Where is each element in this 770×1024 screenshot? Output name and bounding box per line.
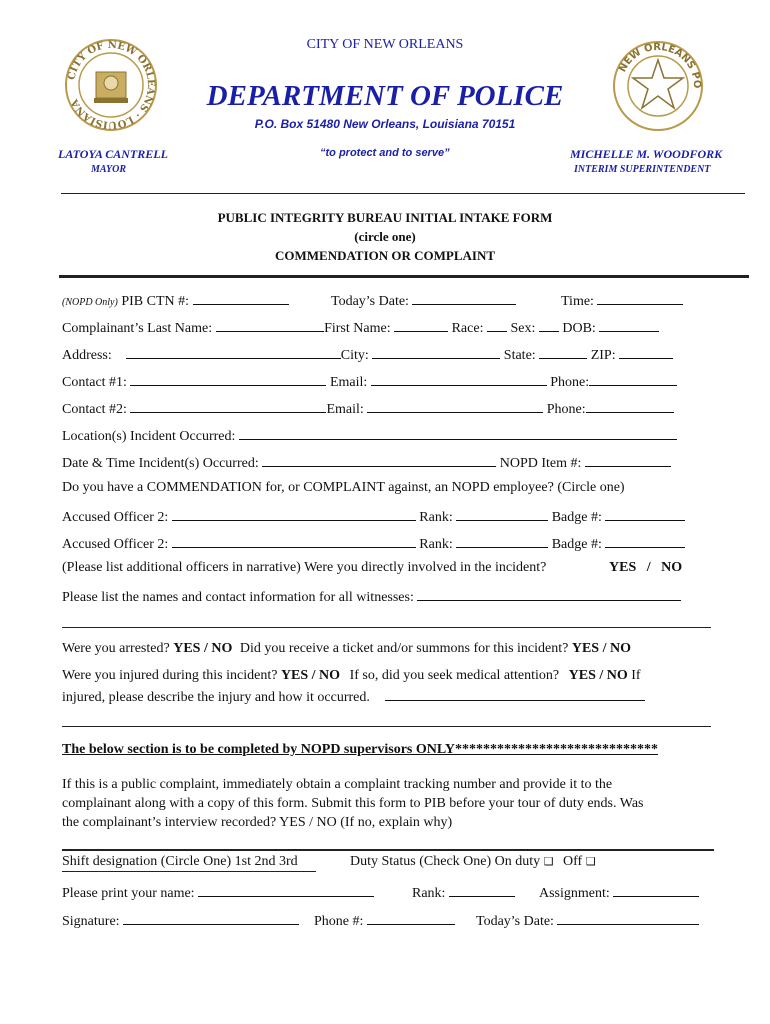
supervisor-rank-field[interactable] bbox=[449, 883, 515, 897]
superintendent-title: INTERIM SUPERINTENDENT bbox=[574, 164, 711, 175]
signature-row bbox=[62, 911, 299, 930]
rank2-field[interactable] bbox=[456, 534, 548, 548]
shift-underline bbox=[62, 871, 316, 872]
accused1-row bbox=[62, 507, 685, 526]
accused2-row bbox=[62, 534, 685, 553]
header-divider bbox=[61, 193, 745, 194]
commendation-question: Do you have a COMMENDATION for, or COMPLAINT against, an NOPD employee? (Circle one) bbox=[62, 480, 625, 495]
supervisor-date-label: Today’s Date: bbox=[476, 914, 554, 929]
phone2-field[interactable] bbox=[586, 399, 674, 413]
department-address: P.O. Box 51480 New Orleans, Louisiana 70151 bbox=[254, 117, 516, 131]
supervisor-divider bbox=[62, 849, 714, 851]
mayor-name: LATOYA CANTRELL bbox=[58, 147, 168, 161]
off-duty-checkbox[interactable]: ❑ bbox=[585, 856, 596, 868]
race-label: Race: bbox=[451, 321, 484, 336]
arrested-row bbox=[62, 641, 631, 657]
medical-question: If so, did you seek medical attention? bbox=[349, 668, 560, 683]
shift-designation[interactable]: Shift designation (Circle One) 1st 2nd 3rd bbox=[62, 854, 298, 869]
location-field[interactable] bbox=[239, 426, 677, 440]
form-title: PUBLIC INTEGRITY BUREAU INITIAL INTAKE FORM bbox=[217, 210, 553, 225]
assignment-label: Assignment: bbox=[539, 886, 610, 901]
address-label: Address: bbox=[62, 348, 112, 363]
witnesses-row bbox=[62, 587, 681, 606]
time-field[interactable] bbox=[597, 291, 683, 305]
contact2-label: Contact #2: bbox=[62, 402, 127, 417]
on-duty-checkbox[interactable]: ❑ bbox=[543, 856, 554, 868]
email2-label: Email: bbox=[326, 402, 364, 417]
first-name-label: First Name: bbox=[324, 321, 391, 336]
arrested-yes-no[interactable]: YES / NO bbox=[173, 641, 233, 656]
phone1-field[interactable] bbox=[589, 372, 677, 386]
accused1-field[interactable] bbox=[172, 507, 416, 521]
city-name: CITY OF NEW ORLEANS bbox=[306, 37, 464, 52]
state-label: State: bbox=[503, 348, 536, 363]
race-field[interactable] bbox=[487, 318, 507, 332]
dob-label: DOB: bbox=[562, 321, 596, 336]
rank1-label: Rank: bbox=[419, 510, 453, 525]
name-row bbox=[62, 318, 659, 337]
form-choice: COMMENDATION OR COMPLAINT bbox=[274, 248, 496, 263]
accused2-field[interactable] bbox=[172, 534, 416, 548]
city-seal bbox=[64, 38, 158, 132]
email1-field[interactable] bbox=[371, 372, 547, 386]
last-name-field[interactable] bbox=[216, 318, 324, 332]
supervisor-rank-label: Rank: bbox=[412, 886, 446, 901]
accused2-label: Accused Officer 2: bbox=[62, 537, 169, 552]
medical-yes-no[interactable]: YES / NO bbox=[568, 668, 628, 683]
signature-label: Signature: bbox=[62, 914, 120, 929]
location-row bbox=[62, 426, 677, 445]
address-row bbox=[62, 345, 673, 364]
rank2-label: Rank: bbox=[419, 537, 453, 552]
injury-line-2[interactable] bbox=[62, 726, 711, 727]
injured-question: Were you injured during this incident? bbox=[62, 668, 278, 683]
sex-label: Sex: bbox=[510, 321, 536, 336]
svg-text:NEW ORLEANS POLICE: NEW ORLEANS PO bbox=[617, 41, 703, 89]
first-name-field[interactable] bbox=[394, 318, 448, 332]
rank1-field[interactable] bbox=[456, 507, 548, 521]
location-label: Location(s) Incident Occurred: bbox=[62, 429, 236, 444]
contact1-row bbox=[62, 372, 677, 391]
print-name-label: Please print your name: bbox=[62, 886, 195, 901]
time-label: Time: bbox=[561, 294, 594, 309]
zip-label: ZIP: bbox=[590, 348, 616, 363]
pib-row bbox=[62, 291, 289, 310]
witnesses-label: Please list the names and contact information for all witnesses: bbox=[62, 590, 414, 605]
department-title: DEPARTMENT OF POLICE bbox=[206, 80, 564, 112]
witnesses-field[interactable] bbox=[417, 587, 681, 601]
svg-text:CITY OF NEW ORLEANS · LOUISIAN: CITY OF NEW ORLEANS · LOUISIANA bbox=[66, 39, 157, 131]
supervisor-phone-label: Phone #: bbox=[314, 914, 364, 929]
email1-label: Email: bbox=[329, 375, 368, 390]
state-field[interactable] bbox=[539, 345, 587, 359]
involved-question: (Please list additional officers in narrative) Were you directly involved in the incident? bbox=[62, 560, 547, 575]
ticket-yes-no[interactable]: YES / NO bbox=[571, 641, 631, 656]
todays-date-field[interactable] bbox=[412, 291, 516, 305]
badge2-label: Badge #: bbox=[551, 537, 602, 552]
duty-status-label: Duty Status (Check One) On duty bbox=[350, 854, 541, 869]
contact2-field[interactable] bbox=[130, 399, 326, 413]
dob-field[interactable] bbox=[599, 318, 659, 332]
superintendent-name: MICHELLE M. WOODFORK bbox=[570, 147, 723, 161]
injury-describe-field[interactable] bbox=[385, 687, 645, 701]
supervisor-heading: The below section is to be completed by NOPD supervisors ONLY***************************** bbox=[62, 742, 659, 757]
print-name-row bbox=[62, 883, 374, 902]
signature-field[interactable] bbox=[123, 911, 299, 925]
address-field[interactable] bbox=[126, 345, 341, 359]
off-duty-label: Off bbox=[563, 854, 583, 869]
todays-date-label: Today’s Date: bbox=[331, 294, 409, 309]
supervisor-date-field[interactable] bbox=[557, 911, 699, 925]
nopd-only-label: (NOPD Only) bbox=[62, 297, 118, 308]
assignment-field[interactable] bbox=[613, 883, 699, 897]
sex-field[interactable] bbox=[539, 318, 559, 332]
datetime-label: Date & Time Incident(s) Occurred: bbox=[62, 456, 259, 471]
badge2-field[interactable] bbox=[605, 534, 685, 548]
title-divider bbox=[59, 275, 749, 278]
city-field[interactable] bbox=[372, 345, 500, 359]
arrested-question: Were you arrested? bbox=[62, 641, 170, 656]
last-name-label: Complainant’s Last Name: bbox=[62, 321, 213, 336]
contact2-row bbox=[62, 399, 674, 418]
supervisor-para-2: complainant along with a copy of this form. Submit this form to PIB before your tour of duty ends. Was bbox=[62, 796, 644, 811]
phone1-label: Phone: bbox=[550, 375, 590, 390]
city-label: City: bbox=[340, 348, 369, 363]
injury-describe-label: injured, please describe the injury and how it occurred. bbox=[62, 690, 370, 705]
contact1-label: Contact #1: bbox=[62, 375, 127, 390]
pib-ctn-field[interactable] bbox=[193, 291, 289, 305]
mayor-title: MAYOR bbox=[91, 164, 127, 175]
badge1-field[interactable] bbox=[605, 507, 685, 521]
supervisor-para-1: If this is a public complaint, immediately obtain a complaint tracking number and provide it to the bbox=[62, 777, 613, 792]
duty-status-row bbox=[350, 854, 596, 870]
motto: “to protect and to serve” bbox=[320, 147, 450, 159]
nopd-item-label: NOPD Item #: bbox=[499, 456, 582, 471]
contact1-field[interactable] bbox=[130, 372, 326, 386]
email2-field[interactable] bbox=[367, 399, 543, 413]
ticket-question: Did you receive a ticket and/or summons for this incident? bbox=[239, 641, 569, 656]
accused1-label: Accused Officer 2: bbox=[62, 510, 169, 525]
police-badge bbox=[612, 40, 704, 132]
zip-field[interactable] bbox=[619, 345, 673, 359]
datetime-field[interactable] bbox=[262, 453, 496, 467]
phone2-label: Phone: bbox=[546, 402, 586, 417]
supervisor-phone-field[interactable] bbox=[367, 911, 455, 925]
if-text: If bbox=[631, 668, 641, 683]
form-subtitle: (circle one) bbox=[354, 229, 416, 244]
injury-row bbox=[62, 687, 645, 706]
witnesses-line-2[interactable] bbox=[62, 627, 711, 628]
nopd-item-field[interactable] bbox=[585, 453, 671, 467]
print-name-field[interactable] bbox=[198, 883, 374, 897]
injured-yes-no[interactable]: YES / NO bbox=[280, 668, 341, 683]
datetime-row bbox=[62, 453, 671, 472]
badge1-label: Badge #: bbox=[551, 510, 602, 525]
supervisor-para-3: the complainant’s interview recorded? YES / NO (If no, explain why) bbox=[62, 815, 453, 830]
pib-ctn-label: PIB CTN #: bbox=[121, 294, 190, 309]
involved-yes-no[interactable]: YES / NO bbox=[609, 560, 683, 575]
injured-row bbox=[62, 668, 641, 684]
